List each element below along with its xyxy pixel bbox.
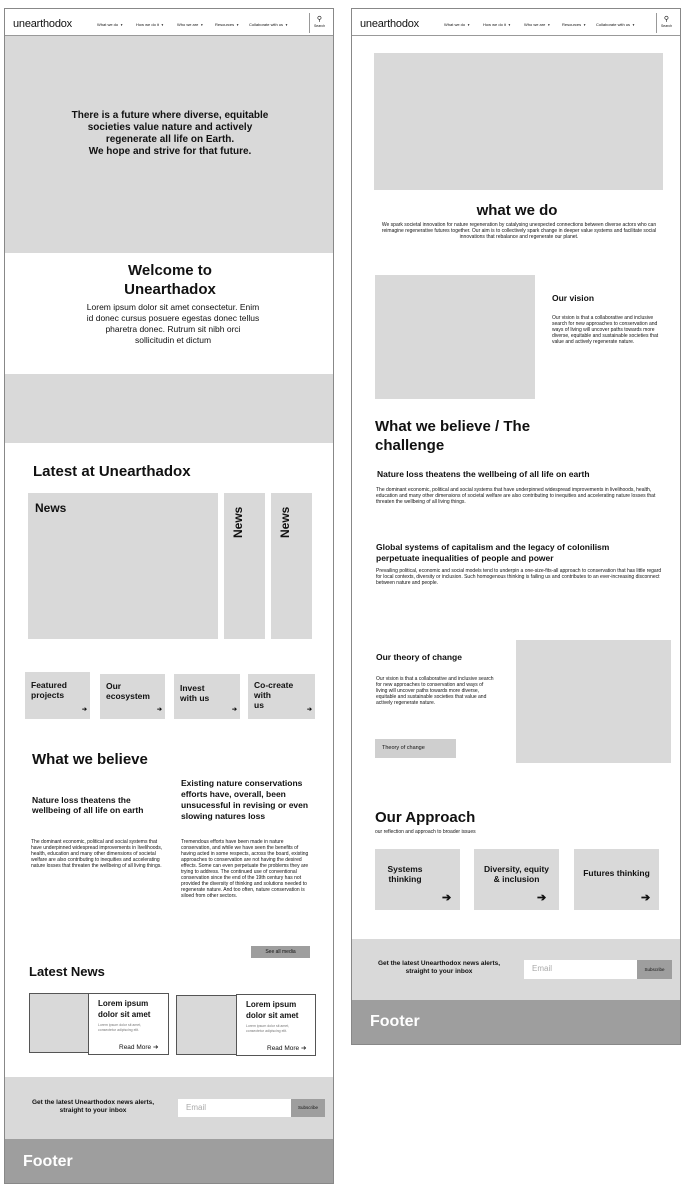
chevron-down-icon: ▼ [236, 23, 240, 27]
vision-body: Our vision is that a collaborative and inclusive search for new approaches to conservation and ways of living will uncover paths towards more diverse, equitable and sustainable societies that value and actively regenerate nature. [552, 315, 659, 345]
chevron-down-icon: ▼ [200, 23, 204, 27]
nav-label: Resources [215, 22, 235, 27]
believe-body-2: Tremendous efforts have been made in nature conservation, and while we have seen the benefits of having acted in some respects, across the board, existing approaches to conservation are not having the desired effects. Some can even perpetuate the problems they are trying to address. The continued use of conventional conservation since the end of the 19th century has not provided the diversity of thinking and solutions needed to regenerate nature. And too often, nature conservation is siloed from other sectors. [181, 839, 309, 899]
latest-title: Latest at Unearthadox [33, 463, 191, 480]
believe-subtitle-2: Existing nature conservations efforts have, overall, been unsucessful in revising or even slowing natures loss [181, 778, 309, 821]
arrow-right-icon: ➔ [537, 892, 547, 904]
what-we-do-body: We spark societal innovation for nature regeneration by catalysing unexpected connections between diverse actors who can reimagine regenerative futures together. Our aim is to collectively spark change in deeper value systems and facilitate social innovations that rebalance and regenerate our planet. [381, 222, 657, 240]
hero-line: There is a future where diverse, equitable societies value nature and actively regenerate all life on Earth. [71, 110, 269, 145]
card-title [31, 680, 67, 700]
welcome-line: Unearthadox [124, 281, 216, 298]
approach-card-systems[interactable] [375, 849, 460, 910]
news-thumbnail [29, 993, 91, 1053]
card-line: Systems [387, 864, 423, 874]
believe-title-line: What we believe / The [375, 418, 531, 435]
news-card-title: Lorem ipsum dolor sit amet [246, 1000, 299, 1020]
card-line: with [254, 690, 271, 700]
email-input[interactable]: Email [524, 960, 637, 979]
card-co-create[interactable] [248, 674, 315, 719]
nav-who-we-are[interactable] [177, 22, 203, 27]
nav-collaborate[interactable] [249, 22, 288, 27]
nav-label: Who we are [524, 22, 546, 27]
card-line: projects [31, 690, 65, 700]
arrow-right-icon: ➔ [442, 892, 452, 904]
logo[interactable] [13, 18, 72, 30]
read-more-link[interactable]: Read More ➔ [119, 1044, 159, 1051]
search-label: Search [313, 24, 326, 28]
approach-title: Our Approach [375, 809, 476, 826]
card-line: Futures thinking [583, 868, 650, 878]
believe-subtitle-1: Nature loss theatens the wellbeing of all life on earth [32, 795, 144, 815]
email-input[interactable]: Email [178, 1099, 291, 1117]
card-line: Invest [180, 683, 205, 693]
chevron-down-icon: ▼ [120, 23, 124, 27]
button-label: See all media [265, 949, 296, 955]
banner-placeholder [5, 374, 334, 443]
card-line: us [254, 700, 264, 710]
search-label: Search [660, 24, 673, 28]
theory-of-change-button[interactable] [375, 739, 456, 758]
top-nav [352, 9, 680, 36]
chevron-down-icon: ▼ [507, 23, 511, 27]
card-invest-with-us[interactable] [174, 674, 240, 719]
theory-image-placeholder [516, 640, 671, 763]
card-title [474, 864, 559, 884]
hero-line: We hope and strive for that future. [88, 146, 252, 157]
card-title [254, 680, 293, 710]
welcome-line: Welcome to [128, 262, 212, 279]
vision-image-placeholder [375, 275, 535, 399]
footer-label: Footer [370, 1013, 420, 1030]
card-line: ecosystem [106, 691, 150, 701]
news-card-body: Lorem ipsum dolor sit amet, consectetur adipiscing elit. [246, 1024, 290, 1033]
latest-news-title: Latest News [29, 964, 105, 979]
search-button[interactable] [656, 13, 676, 33]
logo-part: odox [48, 18, 72, 30]
approach-subtitle: our reflection and approach to broader issues [375, 829, 476, 835]
theory-body: Our vision is that a collaborative and inclusive search for new approaches to conservation and ways of living will uncover paths towards more diverse, equitable and sustainable societies that value and actively regenerate nature. [376, 676, 494, 706]
chevron-down-icon: ▼ [285, 23, 289, 27]
news-card-vertical[interactable] [271, 493, 312, 639]
card-line: Co-create [254, 680, 294, 690]
button-label: Theory of change [382, 745, 425, 751]
news-card-label: News [278, 506, 292, 538]
news-card-title: Lorem ipsum dolor sit amet [98, 999, 151, 1019]
arrow-right-icon: ➔ [641, 892, 651, 904]
approach-card-diversity[interactable] [474, 849, 559, 910]
nav-label: Collaborate with us [596, 22, 631, 27]
logo-part: odox [395, 18, 419, 30]
card-line: & inclusion [493, 874, 540, 884]
newsletter-section [352, 939, 681, 1000]
arrow-right-icon: ➔ [82, 707, 88, 713]
card-line: Diversity, equity [483, 864, 550, 874]
nav-label: Collaborate with us [249, 22, 284, 27]
card-title [180, 683, 209, 703]
what-we-do-title: what we do [476, 202, 558, 219]
card-line: with us [180, 693, 210, 703]
believe-body-1: The dominant economic, political and social systems that have underpinned widespread improvements in livelihoods, health, education and many other dimensions of societal welfare are also contributing to inequities and accelerating nature losses that threaten the wellbeing of all living things. [31, 839, 163, 869]
arrow-right-icon: ➔ [157, 707, 163, 713]
nav-what-we-do[interactable] [444, 22, 470, 27]
news-card[interactable] [236, 994, 316, 1056]
nav-resources[interactable] [215, 22, 239, 27]
believe-body-2: Prevailing political, economic and social models tend to underpin a one-size-fits-all approach to conservation that has little regard for local contexts, diversity or inclusion. Such homogenous thinking is failing us and contributes to an ever-increasing disconnect between nature and people. [376, 568, 662, 586]
news-card-large[interactable] [28, 493, 218, 639]
nav-what-we-do[interactable] [97, 22, 123, 27]
search-icon: ⚲ [663, 16, 670, 23]
footer-label: Footer [23, 1153, 73, 1170]
card-our-ecosystem[interactable] [100, 674, 165, 719]
nav-how-we-do-it[interactable] [483, 22, 511, 27]
card-title [106, 681, 150, 701]
homepage-wireframe [4, 8, 334, 1184]
nav-who-we-are[interactable] [524, 22, 550, 27]
nav-label: What we do [444, 22, 466, 27]
nav-how-we-do-it[interactable] [136, 22, 164, 27]
card-featured-projects[interactable] [25, 672, 90, 719]
newsletter-text: Get the latest Unearthodox news alerts, straight to your inbox [31, 1099, 155, 1114]
believe-title [375, 417, 530, 455]
footer [352, 1000, 681, 1045]
news-card-body: Lorem ipsum dolor sit amet, consectetur adipiscing elit. [98, 1023, 142, 1032]
news-card-label: News [35, 501, 67, 515]
believe-title-line: challenge [375, 437, 445, 454]
search-icon: ⚲ [316, 16, 323, 23]
logo[interactable] [360, 18, 419, 30]
hero-banner [5, 36, 334, 253]
believe-subtitle-1: Nature loss theatens the wellbeing of all life on earth [377, 469, 590, 479]
chevron-down-icon: ▼ [467, 23, 471, 27]
subscribe-button[interactable]: Subscribe [291, 1099, 325, 1117]
arrow-right-icon: ➔ [307, 707, 313, 713]
nav-label: How we do it [483, 22, 506, 27]
read-more-link[interactable]: Read More ➔ [267, 1045, 307, 1052]
news-card[interactable] [88, 993, 169, 1055]
see-all-media-button[interactable] [251, 946, 310, 958]
card-line: Our [106, 681, 122, 691]
news-card-vertical[interactable] [224, 493, 265, 639]
newsletter-section [5, 1077, 334, 1139]
top-nav [5, 9, 333, 36]
logo-part: unearth [360, 18, 396, 30]
believe-title: What we believe [32, 751, 148, 768]
nav-label: How we do it [136, 22, 159, 27]
search-button[interactable] [309, 13, 329, 33]
believe-body-1: The dominant economic, political and social systems that have underpinned widespread improvements in livelihoods, health, education and many other dimensions of societal welfare are also contributing to inequities and accelerating nature losses that threaten the wellbeing of all living things. [376, 487, 656, 505]
card-line: Featured [31, 680, 67, 690]
chevron-down-icon: ▼ [547, 23, 551, 27]
subscribe-button[interactable]: Subscribe [637, 960, 672, 979]
nav-label: Who we are [177, 22, 199, 27]
footer [5, 1139, 334, 1184]
theory-title: Our theory of change [376, 652, 462, 662]
nav-resources[interactable] [562, 22, 586, 27]
card-title [375, 864, 435, 884]
news-card-label: News [231, 506, 245, 538]
nav-collaborate[interactable] [596, 22, 635, 27]
arrow-right-icon: ➔ [232, 707, 238, 713]
logo-part: unearth [13, 18, 49, 30]
chevron-down-icon: ▼ [160, 23, 164, 27]
card-title [574, 868, 659, 878]
approach-card-futures[interactable] [574, 849, 659, 910]
welcome-title [5, 261, 334, 299]
vision-title: Our vision [552, 293, 595, 303]
chevron-down-icon: ▼ [583, 23, 587, 27]
news-thumbnail [176, 995, 238, 1055]
card-line: thinking [388, 874, 422, 884]
newsletter-text: Get the latest Unearthodox news alerts, straight to your inbox [377, 960, 501, 975]
hero-image-placeholder [374, 53, 663, 190]
what-we-do-wireframe [351, 8, 681, 1045]
welcome-body: Lorem ipsum dolor sit amet consectetur. Enim id donec cursus posuere egestas donec tellus pharetra donec. Rutrum sit nibh orci sollicitudin et dictum [86, 302, 260, 345]
nav-label: Resources [562, 22, 582, 27]
nav-label: What we do [97, 22, 119, 27]
chevron-down-icon: ▼ [632, 23, 636, 27]
believe-subtitle-2: Global systems of capitalism and the legacy of colonilism perpetuate inequalities of people and power [376, 542, 610, 563]
hero-text [65, 110, 275, 158]
